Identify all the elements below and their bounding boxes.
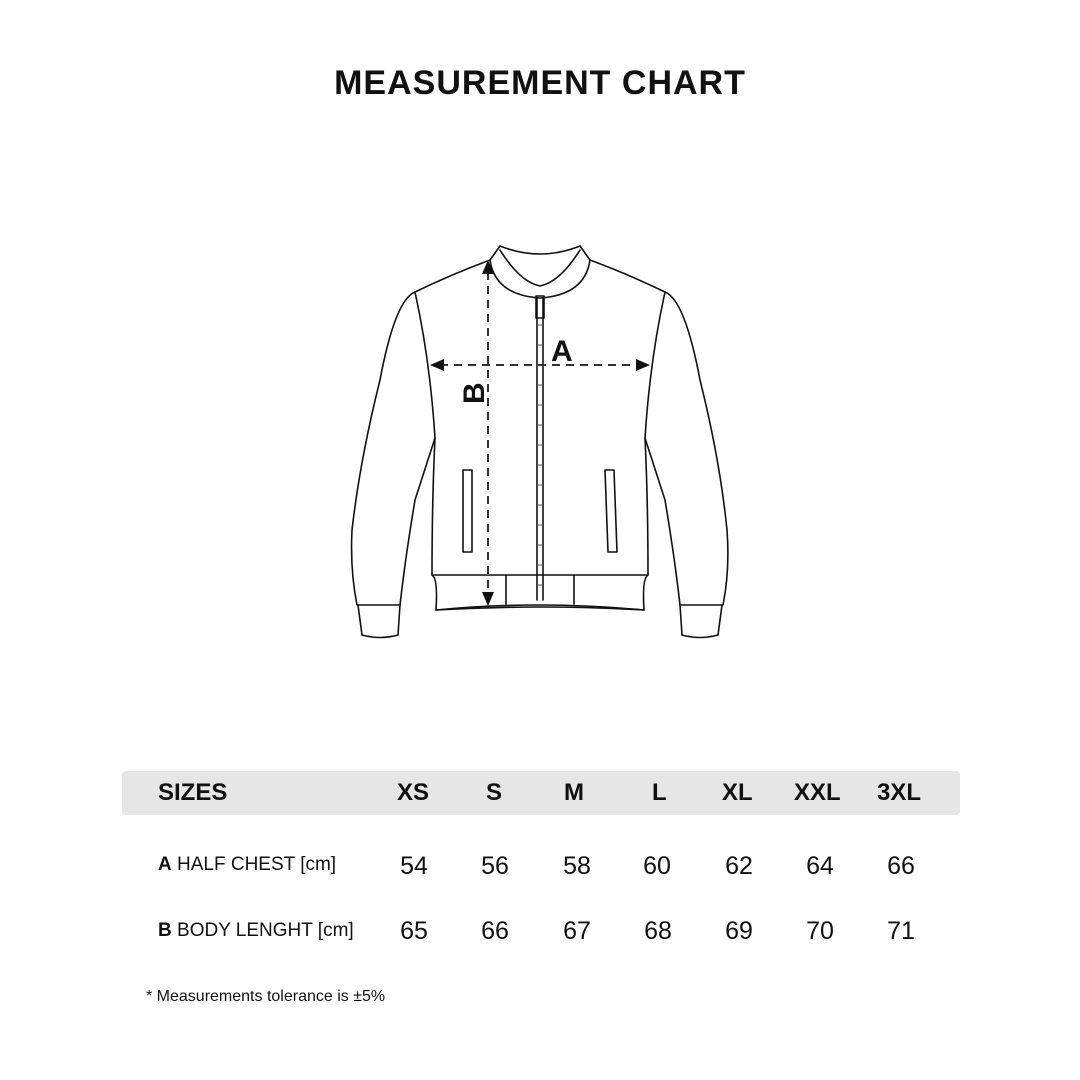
right-sleeve: [645, 292, 728, 605]
body-length-l: 68: [644, 917, 672, 945]
size-table-header: [122, 771, 960, 815]
half-chest-xs: 54: [400, 852, 428, 880]
body-length-s: 66: [481, 917, 509, 945]
waistband: [432, 575, 648, 610]
tolerance-note: * Measurements tolerance is ±5%: [146, 988, 386, 1005]
row-text-body-length: BODY LENGHT [cm]: [177, 920, 354, 941]
half-chest-xl: 62: [725, 852, 753, 880]
body-length-xl: 69: [725, 917, 753, 945]
jacket-body: [415, 260, 665, 575]
left-pocket: [463, 470, 472, 552]
size-xxl: XXL: [794, 779, 841, 806]
half-chest-xxl: 64: [806, 852, 834, 880]
size-l: L: [652, 779, 667, 806]
size-xl: XL: [722, 779, 753, 806]
body-length-3xl: 71: [887, 917, 915, 945]
half-chest-l: 60: [643, 852, 671, 880]
size-xs: XS: [397, 779, 430, 806]
row-text-half-chest: HALF CHEST [cm]: [177, 854, 337, 875]
left-sleeve: [352, 292, 435, 605]
size-3xl: 3XL: [877, 779, 922, 806]
sizes-header-label: SIZES: [158, 779, 228, 806]
half-chest-s: 56: [481, 852, 509, 880]
row-label-half-chest: [158, 854, 336, 876]
size-s: S: [486, 779, 503, 806]
row-label-body-length: [158, 920, 354, 942]
right-pocket: [605, 470, 617, 552]
half-chest-m: 58: [563, 852, 591, 880]
page-title: MEASUREMENT CHART: [334, 64, 746, 102]
label-a: A: [551, 335, 573, 368]
body-length-xs: 65: [400, 917, 428, 945]
collar-shape: [490, 246, 590, 298]
row-letter-a: A: [158, 854, 172, 875]
size-m: M: [564, 779, 584, 806]
half-chest-3xl: 66: [887, 852, 915, 880]
row-letter-b: B: [158, 920, 172, 941]
body-length-xxl: 70: [806, 917, 834, 945]
label-b: B: [458, 382, 491, 404]
body-length-m: 67: [563, 917, 591, 945]
